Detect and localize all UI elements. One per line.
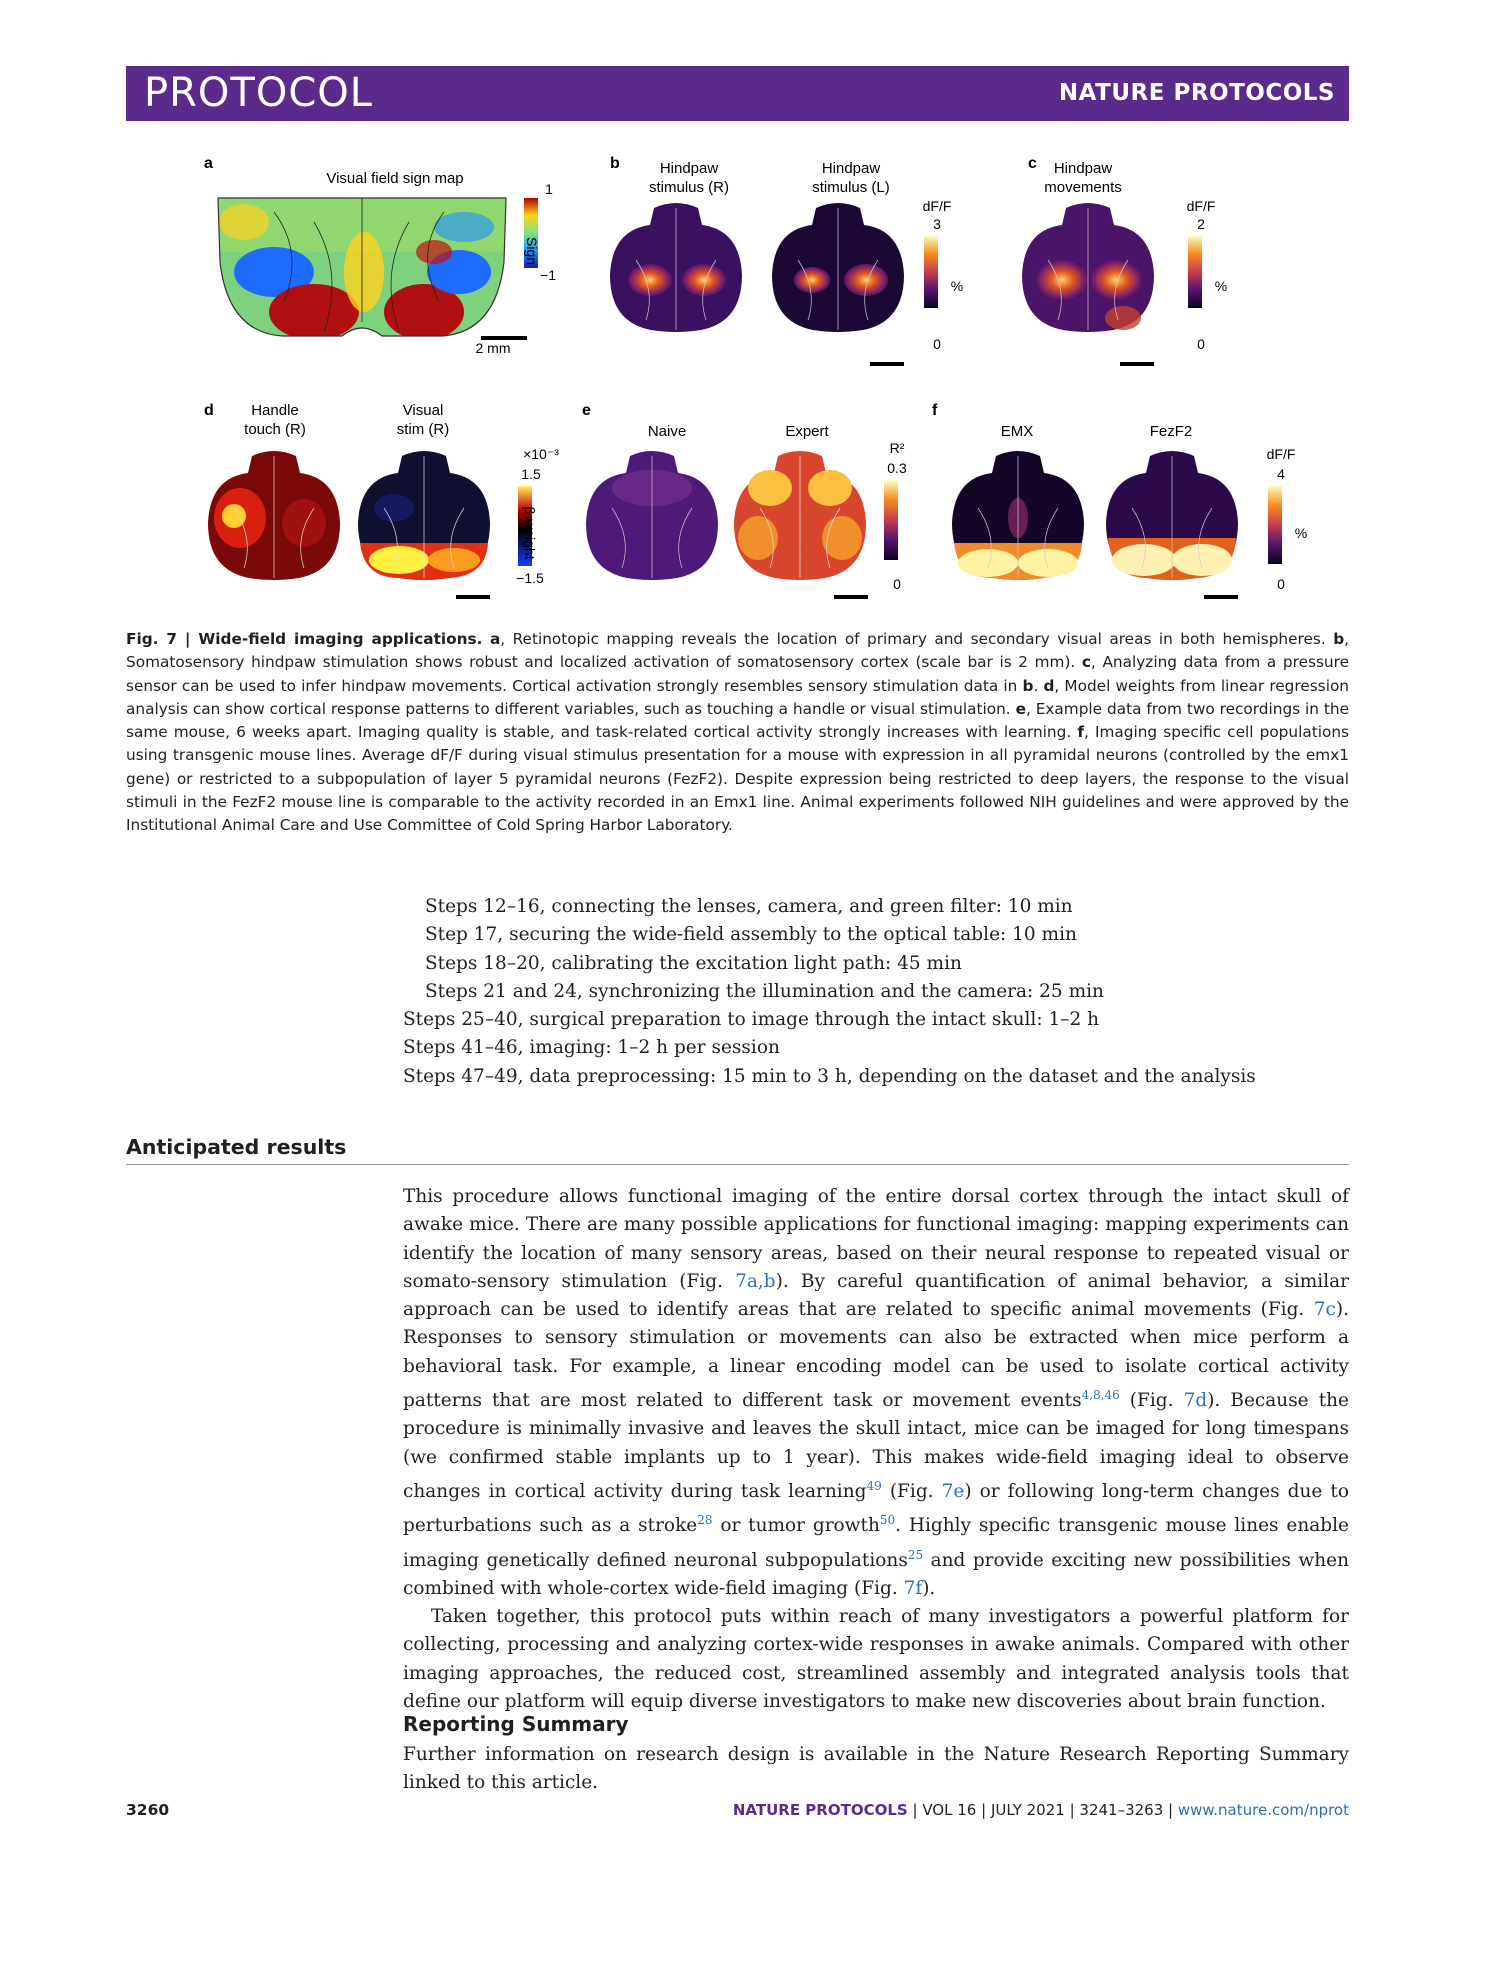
panel-b-mid: % xyxy=(950,278,964,294)
footer-sep: | xyxy=(1064,1801,1080,1819)
panel-b-label-2: Hindpaw stimulus (L) xyxy=(812,160,890,196)
footer-journal: NATURE PROTOCOLS xyxy=(732,1801,908,1819)
brain-handle-touch xyxy=(204,448,344,583)
body-text xyxy=(403,1183,1349,1716)
panel-letter-f: f xyxy=(932,402,938,419)
sign-cbar-label: Sign xyxy=(524,236,540,266)
page-number: 3260 xyxy=(126,1801,170,1819)
text-run: This procedure allows functional imaging of the entire dorsal cortex through the intact skull of awake mice. There are many possible applications for functional imaging: mapping experiments can identify the location of many sensory areas, based on their neural response to repeated visual or somato-sensory stimulation (Fig. xyxy=(403,1186,1349,1292)
panel-e-label-1: Naive xyxy=(647,423,687,440)
panel-e-min: 0 xyxy=(893,576,901,592)
text-run: and provide exciting new possibilities when combined with whole-cortex wide-field imaging (Fig. xyxy=(403,1549,1350,1599)
caption-c: c xyxy=(1081,653,1091,672)
panel-f-label-1: EMX xyxy=(1000,423,1034,440)
citation-link[interactable]: 4,8,46 xyxy=(1081,1388,1120,1403)
journal-url-link[interactable]: www.nature.com/nprot xyxy=(1177,1801,1349,1819)
panel-c-mid: % xyxy=(1214,278,1228,294)
panel-e-max: 0.3 xyxy=(887,460,907,476)
panel-f-min: 0 xyxy=(1277,576,1285,592)
fig-link-7d[interactable]: 7d xyxy=(1183,1390,1208,1412)
caption-b: b xyxy=(1333,630,1345,648)
citation-link[interactable]: 49 xyxy=(866,1478,882,1493)
reporting-text: Further information on research design is available in the Nature Research Reporting Summary linked to this article. xyxy=(403,1744,1349,1794)
text-run: ). By careful quantification of animal behavior, a similar approach can be used to identify areas that are related to specific animal movements (Fig. xyxy=(403,1270,1349,1321)
text-run: ). xyxy=(922,1577,936,1599)
panel-c-colorbar xyxy=(1188,236,1202,308)
panel-c-min: 0 xyxy=(1197,336,1205,352)
sign-cbar-min: −1 xyxy=(540,267,556,283)
panel-f-max: 4 xyxy=(1277,466,1285,482)
panel-f-unit: dF/F xyxy=(1266,446,1296,462)
footer-citation xyxy=(733,1801,1349,1819)
footer-sep: | xyxy=(907,1801,923,1819)
caption-c-ref: b xyxy=(1022,676,1034,695)
brain-emx xyxy=(948,448,1088,583)
scale-bar-e xyxy=(834,595,868,599)
visual-field-sign-map xyxy=(214,192,510,340)
caption-d: d xyxy=(1043,676,1055,695)
caption-title: Fig. 7 | Wide-field imaging applications. xyxy=(126,630,483,648)
figure-7 xyxy=(126,140,1349,620)
panel-b-min: 0 xyxy=(933,336,941,352)
panel-e-colorbar xyxy=(884,480,898,560)
panel-b-unit: dF/F xyxy=(922,198,952,214)
panel-e-unit: R² xyxy=(889,440,905,456)
step-line: Steps 21 and 24, synchronizing the illumination and the camera: 25 min xyxy=(425,980,1104,1002)
sign-cbar-max: 1 xyxy=(545,181,553,197)
footer-sep: | xyxy=(1163,1801,1178,1819)
panel-f-label-2: FezF2 xyxy=(1149,423,1193,440)
panel-letter-b: b xyxy=(610,155,620,172)
panel-letter-e: e xyxy=(582,402,591,419)
fig-link-7c[interactable]: 7c xyxy=(1313,1299,1336,1321)
scale-bar-f xyxy=(1204,595,1238,599)
page-header xyxy=(126,66,1349,121)
panel-letter-c: c xyxy=(1028,155,1037,172)
panel-d-max: 1.5 xyxy=(521,466,541,482)
paragraph-1 xyxy=(403,1183,1349,1603)
section-rule xyxy=(126,1164,1349,1165)
brain-naive xyxy=(582,448,722,583)
step-line: Steps 18–20, calibrating the excitation light path: 45 min xyxy=(425,952,962,974)
brain-expert xyxy=(730,448,870,583)
caption-a: a xyxy=(489,630,501,648)
panel-b-colorbar xyxy=(924,236,938,308)
caption-a-text: , Retinotopic mapping reveals the location of primary and secondary visual areas in both hemispheres. xyxy=(500,630,1334,648)
step-line: Step 17, securing the wide-field assembly to the optical table: 10 min xyxy=(425,924,1077,946)
panel-d-min: −1.5 xyxy=(516,570,544,586)
text-run: (Fig. xyxy=(1119,1390,1184,1412)
citation-link[interactable]: 50 xyxy=(879,1513,896,1528)
panel-letter-a: a xyxy=(204,155,213,172)
panel-d-cbar-label: β-weight xyxy=(522,506,538,560)
panel-f-mid: % xyxy=(1294,525,1308,541)
figure-caption xyxy=(126,628,1349,838)
footer-pages: 3241–3263 xyxy=(1079,1801,1164,1819)
section-heading: Anticipated results xyxy=(126,1135,347,1159)
paragraph-2: Taken together, this protocol puts within reach of many investigators a powerful platform for collecting, processing and analyzing cortex-wide responses in awake animals. Compared with other imaging approaches, the reduced cost, streamlined assembly and integrated analysis tools that define our platform will equip diverse investigators to make new discoveries about brain function. xyxy=(403,1606,1349,1713)
scale-bar-label: 2 mm xyxy=(475,340,511,356)
section-label: PROTOCOL xyxy=(144,70,374,116)
caption-c-text: , Analyzing data from a pressure sensor can be used to infer hindpaw movements. Cortical activation strongly resembles sensory stimulation data in xyxy=(126,653,1349,695)
panel-c-unit: dF/F xyxy=(1186,198,1216,214)
brain-hindpaw-movements xyxy=(1018,200,1158,335)
footer-sep: | xyxy=(976,1801,991,1819)
panel-f-colorbar xyxy=(1268,486,1282,564)
scale-bar-c xyxy=(1120,362,1154,366)
footer-volume: VOL 16 xyxy=(922,1801,977,1819)
caption-d-text: , Model weights from linear regression analysis can show cortical response patterns to different variables, such as touching a handle or visual stimulation. xyxy=(126,676,1350,718)
panel-b-label-1: Hindpaw stimulus (R) xyxy=(648,160,729,196)
timing-steps xyxy=(403,893,1349,1091)
fig-link-7ab[interactable]: 7a,b xyxy=(735,1270,776,1292)
citation-link[interactable]: 25 xyxy=(907,1547,924,1562)
brain-hindpaw-l xyxy=(768,200,908,335)
citation-link[interactable]: 28 xyxy=(697,1513,713,1528)
text-run: . Highly specific transgenic mouse lines enable imaging genetically defined neuronal subpopulations xyxy=(403,1515,1349,1571)
text-run: ). Responses to sensory stimulation or movements can also be extracted when mice perform a behavioral task. For example, a linear encoding model can be used to isolate cortical activity patterns that are most related to different task or movement events xyxy=(403,1299,1349,1412)
panel-b-max: 3 xyxy=(933,216,941,232)
text-run: ). Because the procedure is minimally invasive and leaves the skull intact, mice can be imaged for long timespans (we confirmed stable implants up to 1 year). This makes wide-field imaging ideal to observe changes in cortical activity during task learning xyxy=(403,1390,1349,1502)
reporting-heading: Reporting Summary xyxy=(403,1712,629,1736)
panel-a-title: Visual field sign map xyxy=(326,170,464,187)
step-line: Steps 12–16, connecting the lenses, camera, and green filter: 10 min xyxy=(425,896,1073,917)
text-run: or tumor growth xyxy=(712,1515,880,1537)
scale-bar-d xyxy=(456,595,490,599)
caption-f-text: , Imaging specific cell populations using transgenic mouse lines. Average dF/F during visual stimulus presentation for a mouse with expression in all pyramidal neurons (controlled by the emx1 gene) or restricted to a subpopulation of layer 5 pyramidal neurons (FezF2). Despite expression being restricted to deep layers, the response to the visual stimuli in the FezF2 mouse line is comparable to the activity recorded in an Emx1 line. Animal experiments followed NIH guidelines and were approved by the Institutional Animal Care and Use Committee of Cold Spring Harbor Laboratory. xyxy=(126,723,1349,835)
caption-e: e xyxy=(1015,699,1026,718)
panel-c-max: 2 xyxy=(1197,216,1205,232)
panel-d-label-2: Visual stim (R) xyxy=(396,402,450,438)
journal-label: NATURE PROTOCOLS xyxy=(1058,80,1335,106)
step-line: Steps 47–49, data preprocessing: 15 min to 3 h, depending on the dataset and the analysis xyxy=(403,1065,1256,1087)
brain-fezf2 xyxy=(1102,448,1242,583)
scale-bar-b xyxy=(870,362,904,366)
brain-hindpaw-r xyxy=(606,200,746,335)
text-run: (Fig. xyxy=(881,1480,942,1502)
text-run: ) or following long-term changes due to perturbations such as a stroke xyxy=(403,1480,1349,1537)
caption-c-end: . xyxy=(1033,676,1044,695)
step-line: Steps 41–46, imaging: 1–2 h per session xyxy=(403,1037,780,1059)
caption-e-text: , Example data from two recordings in the same mouse, 6 weeks apart. Imaging quality is stable, and task-related cortical activity strongly increases with learning. xyxy=(126,699,1349,742)
footer-date: JULY 2021 xyxy=(990,1801,1065,1819)
fig-link-7f[interactable]: 7f xyxy=(903,1577,923,1599)
step-line: Steps 25–40, surgical preparation to image through the intact skull: 1–2 h xyxy=(403,1009,1100,1031)
panel-d-exp: ×10⁻³ xyxy=(523,446,559,462)
panel-e-label-2: Expert xyxy=(785,423,829,440)
caption-f: f xyxy=(1077,723,1084,742)
fig-link-7e[interactable]: 7e xyxy=(941,1480,965,1502)
brain-visual-stim xyxy=(354,448,494,583)
panel-letter-d: d xyxy=(204,402,214,419)
panel-c-label-1: Hindpaw movements xyxy=(1044,160,1122,196)
panel-d-label-1: Handle touch (R) xyxy=(244,402,306,438)
caption-b-text: , Somatosensory hindpaw stimulation shows robust and localized activation of somatosensory cortex (scale bar is 2 mm). xyxy=(126,630,1350,672)
